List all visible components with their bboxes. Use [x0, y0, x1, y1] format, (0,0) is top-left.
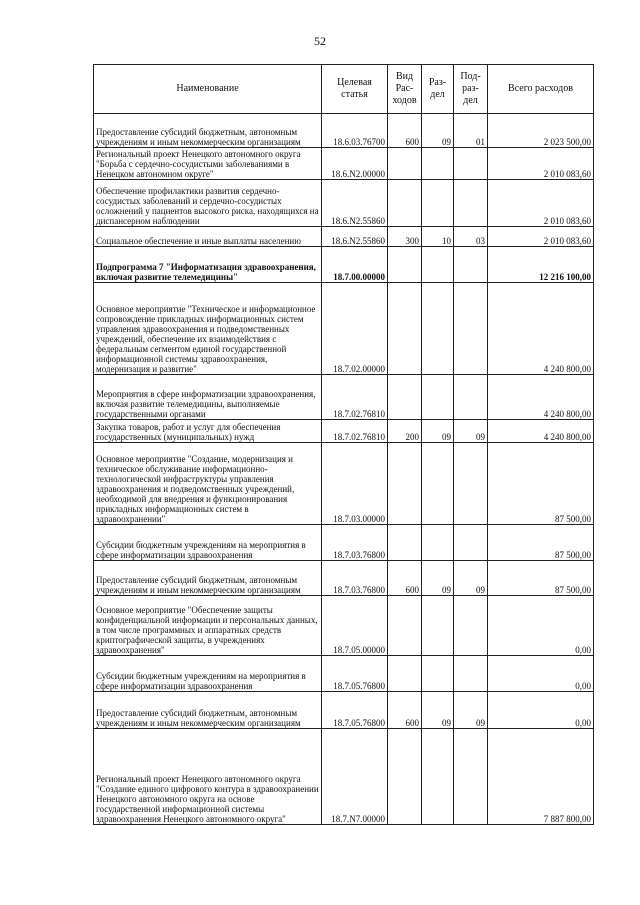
header-podrazdel: Под- раз- дел — [454, 65, 488, 114]
row-name: Обеспечение профилактики развития сердечно-сосудистых заболеваний и сердечно-сосудистых осложнений у пациентов высокого риска, находящихся на диспансерном наблюдении — [94, 180, 322, 227]
row-total: 4 240 800,00 — [488, 375, 594, 420]
row-razdel — [422, 596, 454, 656]
table-row — [94, 692, 594, 729]
row-vid: 200 — [388, 420, 422, 443]
row-razdel — [422, 443, 454, 525]
row-podrazdel: 09 — [454, 420, 488, 443]
row-target: 18.7.02.00000 — [322, 283, 388, 375]
row-name: Социальное обеспечение и иные выплаты населению — [94, 227, 322, 247]
row-target: 18.6.N2.55860 — [322, 180, 388, 227]
row-name: Региональный проект Ненецкого автономного округа "Создание единого цифрового контура в здравоохранении Ненецкого автономного округа на основе государственной информационной системы здравоохранения Ненецкого автономного округа" — [94, 729, 322, 825]
row-vid: 600 — [388, 561, 422, 596]
row-name: Предоставление субсидий бюджетным, автономным учреждениям и иным некоммерческим организациям — [94, 114, 322, 148]
row-podrazdel — [454, 443, 488, 525]
row-name: Основное мероприятие "Создание, модернизация и техническое обслуживание информационно-технологической инфраструктуры управления здравоохранения и подведомственных учреждений, необходимой для внедрения и функционирования прикладных информационных систем в здравоохранении" — [94, 443, 322, 525]
row-vid — [388, 729, 422, 825]
row-total: 2 010 083,60 — [488, 180, 594, 227]
row-razdel — [422, 729, 454, 825]
row-razdel — [422, 283, 454, 375]
row-target: 18.7.03.76800 — [322, 525, 388, 561]
table-row — [94, 375, 594, 420]
row-podrazdel: 09 — [454, 692, 488, 729]
row-target: 18.7.05.76800 — [322, 656, 388, 692]
row-vid — [388, 247, 422, 283]
header-target: Целевая статья — [322, 65, 388, 114]
row-podrazdel — [454, 729, 488, 825]
row-vid — [388, 375, 422, 420]
row-name: Подпрограмма 7 "Информатизация здравоохранения, включая развитие телемедицины" — [94, 247, 322, 283]
row-target: 18.7.05.00000 — [322, 596, 388, 656]
page-number: 52 — [314, 34, 326, 48]
row-vid: 300 — [388, 227, 422, 247]
table-row — [94, 561, 594, 596]
row-podrazdel — [454, 656, 488, 692]
row-target: 18.6.N2.55860 — [322, 227, 388, 247]
header-vid: Вид Рас- ходов — [388, 65, 422, 114]
table-row — [94, 420, 594, 443]
row-podrazdel: 03 — [454, 227, 488, 247]
row-razdel — [422, 656, 454, 692]
row-target: 18.7.00.00000 — [322, 247, 388, 283]
row-name: Предоставление субсидий бюджетным, автономным учреждениям и иным некоммерческим организациям — [94, 561, 322, 596]
row-total: 0,00 — [488, 692, 594, 729]
row-total: 7 887 800,00 — [488, 729, 594, 825]
row-total: 12 216 100,00 — [488, 247, 594, 283]
header-total: Всего расходов — [488, 65, 594, 114]
row-vid — [388, 656, 422, 692]
row-podrazdel — [454, 283, 488, 375]
row-razdel: 09 — [422, 692, 454, 729]
row-vid — [388, 525, 422, 561]
row-razdel: 09 — [422, 561, 454, 596]
row-podrazdel — [454, 247, 488, 283]
row-name: Предоставление субсидий бюджетным, автономным учреждениям и иным некоммерческим организациям — [94, 692, 322, 729]
row-target: 18.7.02.76810 — [322, 420, 388, 443]
row-name: Основное мероприятие "Техническое и информационное сопровождение прикладных информационных систем управления здравоохранения и подведомственных учреждений, обеспечение их взаимодействия с федеральным сегментом единой государственной информационной системы здравоохранения, модернизация и развитие" — [94, 283, 322, 375]
row-total: 87 500,00 — [488, 443, 594, 525]
row-total: 2 023 500,00 — [488, 114, 594, 148]
row-target: 18.6.N2.00000 — [322, 148, 388, 180]
row-total: 0,00 — [488, 656, 594, 692]
row-razdel — [422, 525, 454, 561]
table-row — [94, 148, 594, 180]
row-vid: 600 — [388, 692, 422, 729]
row-podrazdel: 09 — [454, 561, 488, 596]
row-podrazdel: 01 — [454, 114, 488, 148]
row-vid — [388, 443, 422, 525]
row-name: Мероприятия в сфере информатизации здравоохранения, включая развитие телемедицины, выполняемые государственными органами — [94, 375, 322, 420]
row-target: 18.7.03.76800 — [322, 561, 388, 596]
row-vid — [388, 180, 422, 227]
row-target: 18.7.03.00000 — [322, 443, 388, 525]
row-target: 18.7.05.76800 — [322, 692, 388, 729]
row-total: 4 240 800,00 — [488, 420, 594, 443]
row-vid — [388, 148, 422, 180]
row-name: Субсидии бюджетным учреждениям на мероприятия в сфере информатизации здравоохранения — [94, 656, 322, 692]
row-razdel — [422, 375, 454, 420]
table-row — [94, 114, 594, 148]
row-total: 87 500,00 — [488, 525, 594, 561]
row-total: 2 010 083,60 — [488, 227, 594, 247]
row-vid — [388, 283, 422, 375]
row-razdel: 09 — [422, 420, 454, 443]
row-name: Основное мероприятие "Обеспечение защиты конфиденциальной информации и персональных данных, в том числе программных и аппаратных средств криптографической защиты, в учреждениях здравоохранения" — [94, 596, 322, 656]
row-total: 0,00 — [488, 596, 594, 656]
row-name: Региональный проект Ненецкого автономного округа "Борьба с сердечно-сосудистыми заболеваниями в Ненецком автономном округе" — [94, 148, 322, 180]
row-total: 87 500,00 — [488, 561, 594, 596]
row-vid — [388, 596, 422, 656]
row-razdel — [422, 180, 454, 227]
row-podrazdel — [454, 148, 488, 180]
row-name: Субсидии бюджетным учреждениям на мероприятия в сфере информатизации здравоохранения — [94, 525, 322, 561]
table-row — [94, 656, 594, 692]
row-name: Закупка товаров, работ и услуг для обеспечения государственных (муниципальных) нужд — [94, 420, 322, 443]
table-row — [94, 729, 594, 825]
table-row — [94, 180, 594, 227]
row-podrazdel — [454, 596, 488, 656]
row-razdel: 09 — [422, 114, 454, 148]
row-total: 4 240 800,00 — [488, 283, 594, 375]
row-vid: 600 — [388, 114, 422, 148]
header-razdel: Раз- дел — [422, 65, 454, 114]
row-razdel — [422, 148, 454, 180]
row-target: 18.7.02.76810 — [322, 375, 388, 420]
row-podrazdel — [454, 525, 488, 561]
table-row — [94, 596, 594, 656]
table-row — [94, 247, 594, 283]
row-razdel: 10 — [422, 227, 454, 247]
row-target: 18.7.N7.00000 — [322, 729, 388, 825]
row-podrazdel — [454, 375, 488, 420]
table-row — [94, 227, 594, 247]
row-razdel — [422, 247, 454, 283]
table-row — [94, 443, 594, 525]
header-name: Наименование — [94, 65, 322, 114]
row-podrazdel — [454, 180, 488, 227]
table-header-row — [94, 65, 594, 114]
budget-table — [93, 64, 594, 825]
table-row — [94, 283, 594, 375]
row-total: 2 010 083,60 — [488, 148, 594, 180]
row-target: 18.6.03.76700 — [322, 114, 388, 148]
table-row — [94, 525, 594, 561]
